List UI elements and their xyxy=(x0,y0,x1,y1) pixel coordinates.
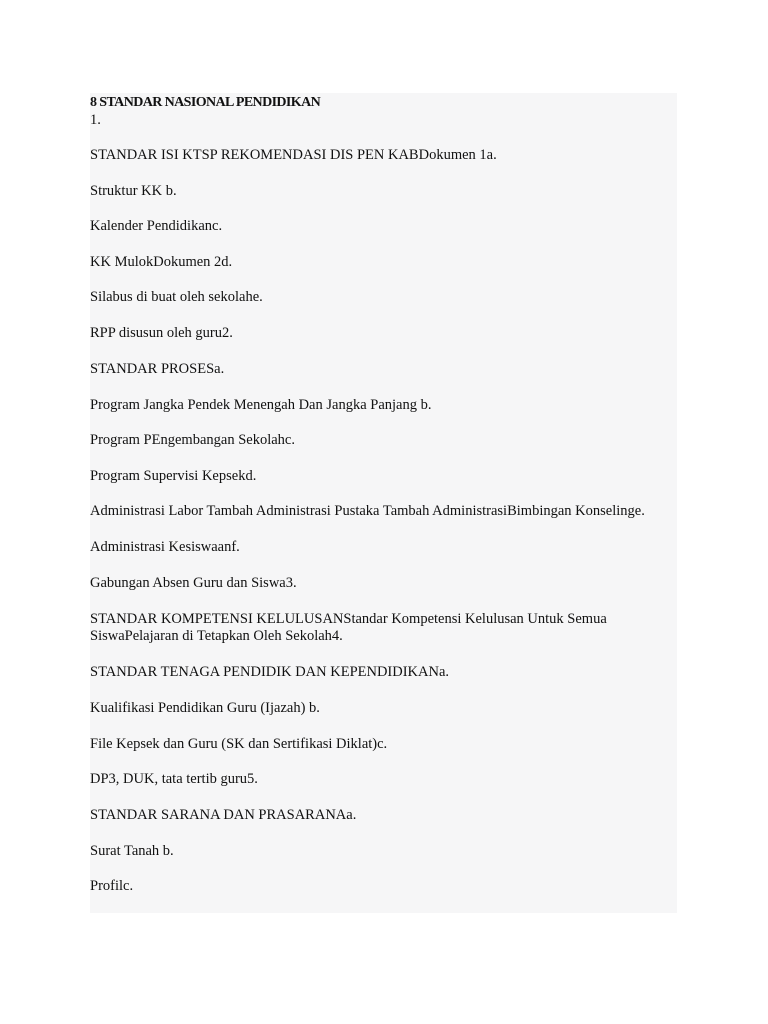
document-line: Struktur KK b. xyxy=(90,183,177,199)
document-line: 1. xyxy=(90,112,101,128)
document-line: Kalender Pendidikanc. xyxy=(90,218,223,234)
document-line: Silabus di buat oleh sekolahe. xyxy=(90,289,263,305)
document-line: File Kepsek dan Guru (SK dan Sertifikasi Diklat)c. xyxy=(90,736,388,752)
document-line: Kualifikasi Pendidikan Guru (Ijazah) b. xyxy=(90,700,320,716)
document-line: Administrasi Labor Tambah Administrasi Pustaka Tambah AdministrasiBimbingan Konselinge. xyxy=(90,503,645,519)
document-line: STANDAR ISI KTSP REKOMENDASI DIS PEN KABDokumen 1a. xyxy=(90,147,497,163)
document-title: 8 STANDAR NASIONAL PENDIDIKAN xyxy=(90,95,321,110)
document-line: Surat Tanah b. xyxy=(90,843,174,859)
document-line: RPP disusun oleh guru2. xyxy=(90,325,233,341)
document-line: STANDAR TENAGA PENDIDIK DAN KEPENDIDIKANa. xyxy=(90,664,450,680)
document-line: STANDAR PROSESa. xyxy=(90,361,225,377)
document-line: Profilc. xyxy=(90,878,134,894)
document-line: Program PEngembangan Sekolahc. xyxy=(90,432,295,448)
document-line: Program Supervisi Kepsekd. xyxy=(90,468,257,484)
document-line: STANDAR KOMPETENSI KELULUSANStandar Kompetensi Kelulusan Untuk Semua xyxy=(90,611,607,627)
document-line: KK MulokDokumen 2d. xyxy=(90,254,233,270)
document-line: Program Jangka Pendek Menengah Dan Jangka Panjang b. xyxy=(90,397,432,413)
document-line: Administrasi Kesiswaanf. xyxy=(90,539,240,555)
document-line: DP3, DUK, tata tertib guru5. xyxy=(90,771,258,787)
document-line: Gabungan Absen Guru dan Siswa3. xyxy=(90,575,297,591)
document-line: STANDAR SARANA DAN PRASARANAa. xyxy=(90,807,357,823)
document-line: SiswaPelajaran di Tetapkan Oleh Sekolah4. xyxy=(90,628,343,644)
